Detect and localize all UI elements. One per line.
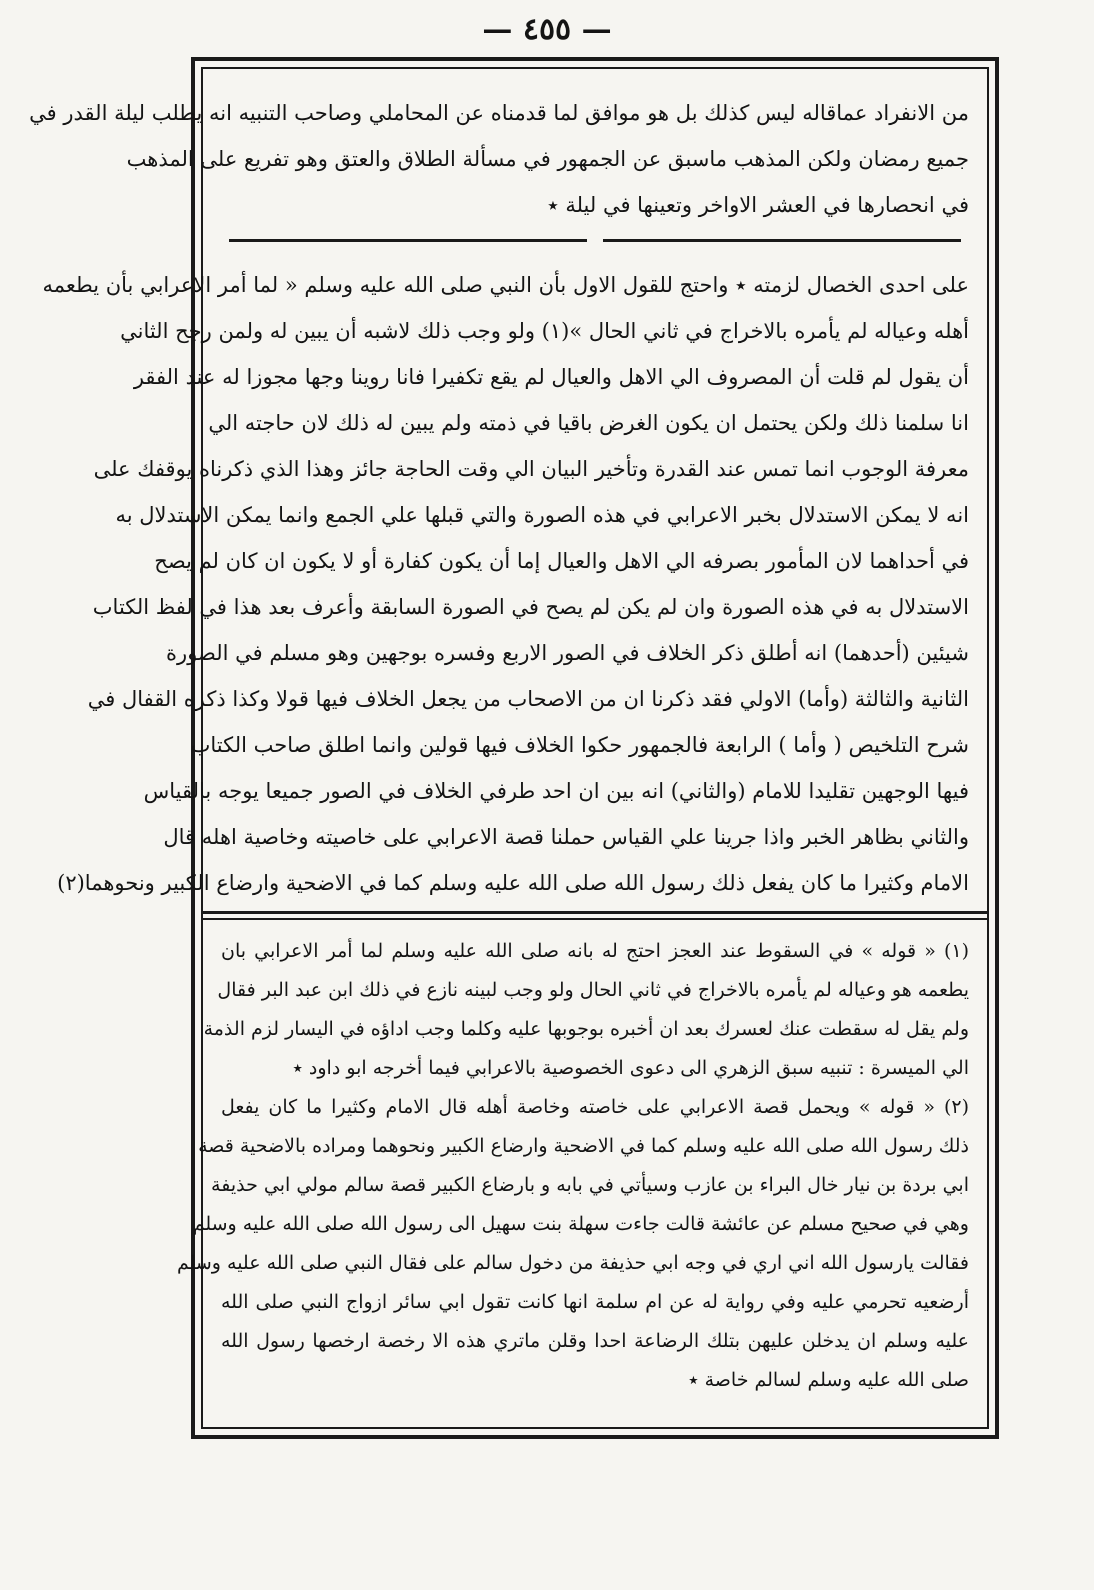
page-number: — ٤٥٥ — (482, 12, 612, 47)
top-line: في انحصارها في العشر الاواخر وتعينها في ليلة ٭ (547, 193, 969, 217)
footnote-line: ولم يقل له سقطت عنك لعسرك بعد ان أخبره بوجوبها عليه وكلما وجب اداؤه في اليسار لزم الذمة (203, 1018, 969, 1040)
footnote-line: عليه وسلم ان يدخلن عليهن بتلك الرضاعة احدا وقلن ماتري هذه الا رخصة ارخصها رسول الله (221, 1330, 969, 1352)
page-frame (29, 57, 999, 1439)
main-paragraph (42, 263, 987, 913)
footnote-line: ذلك رسول الله صلى الله عليه وسلم كما في الاضحية وارضاع الكبير ونحوهما ومراده بالاضحية قصة (198, 1135, 969, 1157)
footnote-line: صلى الله عليه وسلم لسالم خاصة ٭ (688, 1369, 969, 1391)
main-line: معرفة الوجوب انما تمس عند القدرة وتأخير البيان الي وقت الحاجة جائز وهذا الذي ذكرناه يوقفك على (93, 457, 969, 481)
main-line: والثاني بظاهر الخبر واذا جرينا علي القياس حملنا قصة الاعرابي على خاصيته وخاصية اهله قال (163, 825, 969, 849)
footnote-line: الي الميسرة : تنبيه سبق الزهري الى دعوى الخصوصية بالاعرابي فيما أخرجه ابو داود ٭ (292, 1057, 969, 1079)
main-line: أهله وعياله لم يأمره بالاخراج في ثاني الحال »(١) ولو وجب ذلك لاشبه أن يبين له ولمن رجح الثاني (120, 319, 969, 343)
page-frame-inner (29, 67, 989, 1429)
main-line: الامام وكثيرا ما كان يفعل ذلك رسول الله صلى الله عليه وسلم كما في الاضحية وارضاع الكبير ونحوهما(٢) (57, 871, 969, 895)
footnote-divider (203, 911, 987, 914)
main-line: الاستدلال به في هذه الصورة وان لم يكن لم يصح في الصورة السابقة وأعرف بعد هذا في لفظ الكتاب (92, 595, 969, 619)
main-line: الثانية والثالثة (وأما) الاولي فقد ذكرنا ان من الاصحاب من يجعل الخلاف فيها قولا وكذا ذكره القفال في (87, 687, 969, 711)
footnote-line: (١) « قوله » في السقوط عند العجز احتج له بانه صلى الله عليه وسلم لما أمر الاعرابي بان (221, 940, 969, 962)
section-divider (603, 239, 961, 242)
footnote-line: أرضعيه تحرمي عليه وفي رواية له عن ام سلمة انها كانت تقول ابي سائر ازواج النبي صلى الله (221, 1291, 970, 1313)
main-line: انه لا يمكن الاستدلال بخبر الاعرابي في هذه الصورة والتي قبلها علي الجمع وانما يمكن الاستدلال به (115, 503, 969, 527)
main-line: شرح التلخيص ( وأما ) الرابعة فالجمهور حكوا الخلاف فيها قولين وانما اطلق صاحب الكتاب (190, 733, 969, 757)
footnote-line: يطعمه هو وعياله لم يأمره بالاخراج في ثاني الحال ولو وجب لبينه نازع في ذلك ابن عبد البر فقال (217, 979, 969, 1001)
main-line: أن يقول لم قلت أن المصروف الي الاهل والعيال لم يقع تكفيرا فانا روينا وجها مجوزا له عند الفقر (133, 365, 969, 389)
main-line: شيئين (أحدهما) انه أطلق ذكر الخلاف في الصور الاربع وفسره بوجهين وهو مسلم في الصورة (166, 641, 969, 665)
footnote-line: وهي في صحيح مسلم عن عائشة قالت جاءت سهلة بنت سهيل الى رسول الله صلى الله عليه وسلم (192, 1213, 969, 1235)
main-line: انا سلمنا ذلك ولكن يحتمل ان يكون الغرض باقيا في ذمته ولم يبين له ذلك لان حاجته الي (208, 411, 969, 435)
top-line: جميع رمضان ولكن المذهب ماسبق عن الجمهور في مسألة الطلاق والعتق وهو تفريع على المذهب (126, 147, 969, 171)
main-line: فيها الوجهين تقليدا للامام (والثاني) انه بين ان احد طرفي الخلاف في الصور جميعا يوجه بالقياس (143, 779, 969, 803)
top-line: من الانفراد عماقاله ليس كذلك بل هو موافق لما قدمناه عن المحاملي وصاحب التنبيه انه يطلب ليلة القدر في (29, 101, 969, 125)
footnote-divider-inner (203, 918, 987, 920)
footnote-line: فقالت يارسول الله اني اري في وجه ابي حذيفة من دخول سالم على فقال النبي صلى الله عليه وسلم (176, 1252, 969, 1274)
main-line: في أحداهما لان المأمور بصرفه الي الاهل والعيال إما أن يكون كفارة أو لا يكون ان كان لم يصح (154, 549, 969, 573)
top-paragraph (29, 91, 987, 241)
main-line: على احدى الخصال لزمته ٭ واحتج للقول الاول بأن النبي صلى الله عليه وسلم « لما أمر الاعرابي بأن يطعمه (42, 273, 969, 297)
footnote-line: ابي بردة بن نيار خال البراء بن عازب وسيأتي في بابه و بارضاع الكبير قصة سالم مولي ابي حذيفة (211, 1174, 969, 1196)
footnote-line: (٢) « قوله » ويحمل قصة الاعرابي على خاصته وخاصة أهله قال الامام وكثيرا ما كان يفعل (221, 1096, 969, 1118)
section-divider (229, 239, 587, 242)
footnotes (176, 929, 987, 1429)
